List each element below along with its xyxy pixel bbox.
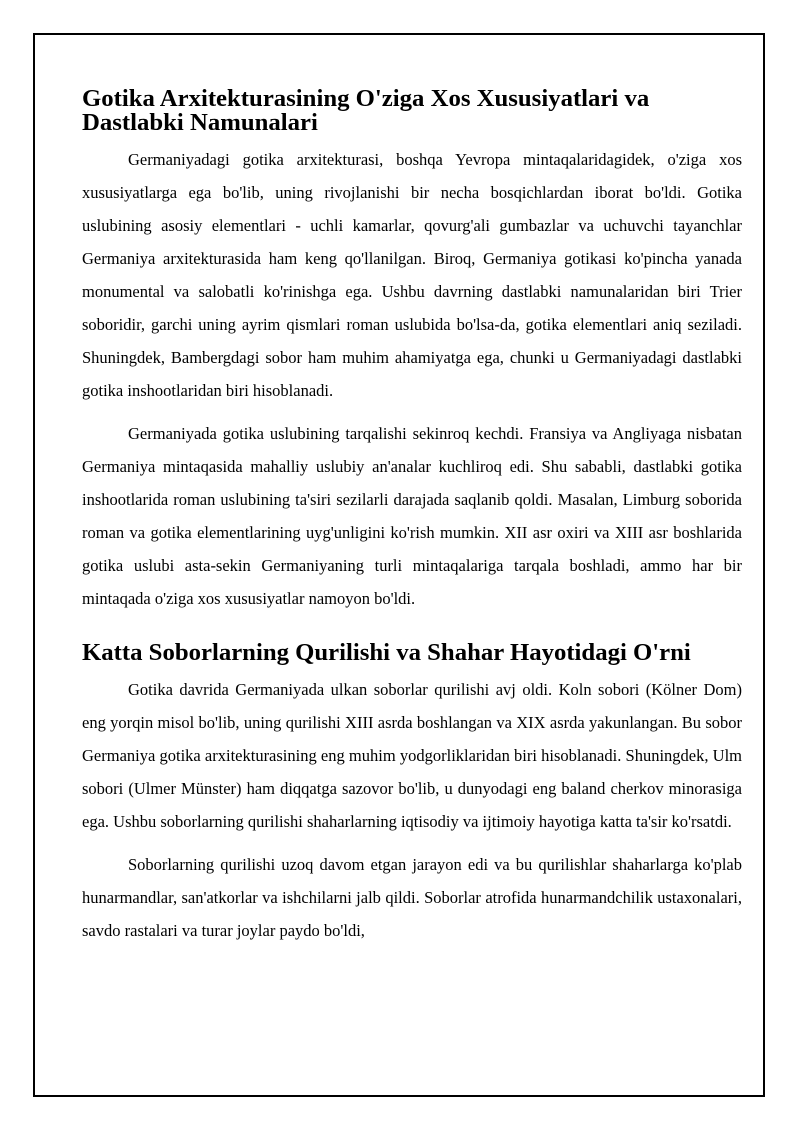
body-paragraph: Soborlarning qurilishi uzoq davom etgan jarayon edi va bu qurilishlar shaharlarga ko'plab hunarmandlar, san'atkorlar va ishchilarni jalb qildi. Soborlar atrofida hunarmandchilik ustaxonalari, savdo rastalari va turar joylar paydo bo'ldi, [82,855,742,940]
document-body [82,87,742,947]
body-paragraph: Gotika davrida Germaniyada ulkan soborlar qurilishi avj oldi. Koln sobori (Kölner Dom) eng yorqin misol bo'lib, uning qurilishi XIII asrda boshlangan va XIX asrda yakunlangan. Bu sobor Germaniya gotika arxitekturasining eng muhim yodgorliklaridan biri hisoblanadi. Shuningdek, Ulm sobori (Ulmer Münster) ham diqqatga sazovor bo'lib, u dunyodagi eng baland cherkov minorasiga ega. Ushbu soborlarning qurilishi shaharlarning iqtisodiy va ijtimoiy hayotiga katta ta'sir ko'rsatdi. [82,680,742,831]
body-paragraph: Germaniyadagi gotika arxitekturasi, boshqa Yevropa mintaqalaridagidek, o'ziga xos xususiyatlarga ega bo'lib, uning rivojlanishi bir necha bosqichlardan iborat bo'ldi. Gotika uslubining asosiy elementlari - uchli kamarlar, qovurg'ali gumbazlar va uchuvchi tayanchlar Germaniya arxitekturasida ham keng qo'llanilgan. Biroq, Germaniya gotikasi ko'pincha yanada monumental va salobatli ko'rinishga ega. Ushbu davrning dastlabki namunalaridan biri Trier soboridir, garchi uning ayrim qismlari roman uslubida bo'lsa-da, gotika elementlari aniq seziladi. Shuningdek, Bambergdagi sobor ham muhim ahamiyatga ega, chunki u Germaniyadagi dastlabki gotika inshootlaridan biri hisoblanadi. [82,150,742,400]
body-paragraph: Germaniyada gotika uslubining tarqalishi sekinroq kechdi. Fransiya va Angliyaga nisbatan Germaniya mintaqasida mahalliy uslubiy an'analar kuchliroq edi. Shu sababli, dastlabki gotika inshootlarida roman uslubining ta'siri sezilarli darajada saqlanib qoldi. Masalan, Limburg soborida roman va gotika elementlarining uyg'unligini ko'rish mumkin. XII asr oxiri va XIII asr boshlarida gotika uslubi asta-sekin Germaniyaning turli mintaqalariga tarqala boshladi, ammo har bir mintaqada o'ziga xos xususiyatlar namoyon bo'ldi. [82,424,742,608]
section-heading: Gotika Arxitekturasining O'ziga Xos Xususiyatlari va Dastlabki Namunalari [82,85,650,136]
section-heading: Katta Soborlarning Qurilishi va Shahar Hayotidagi O'rni [82,639,691,666]
